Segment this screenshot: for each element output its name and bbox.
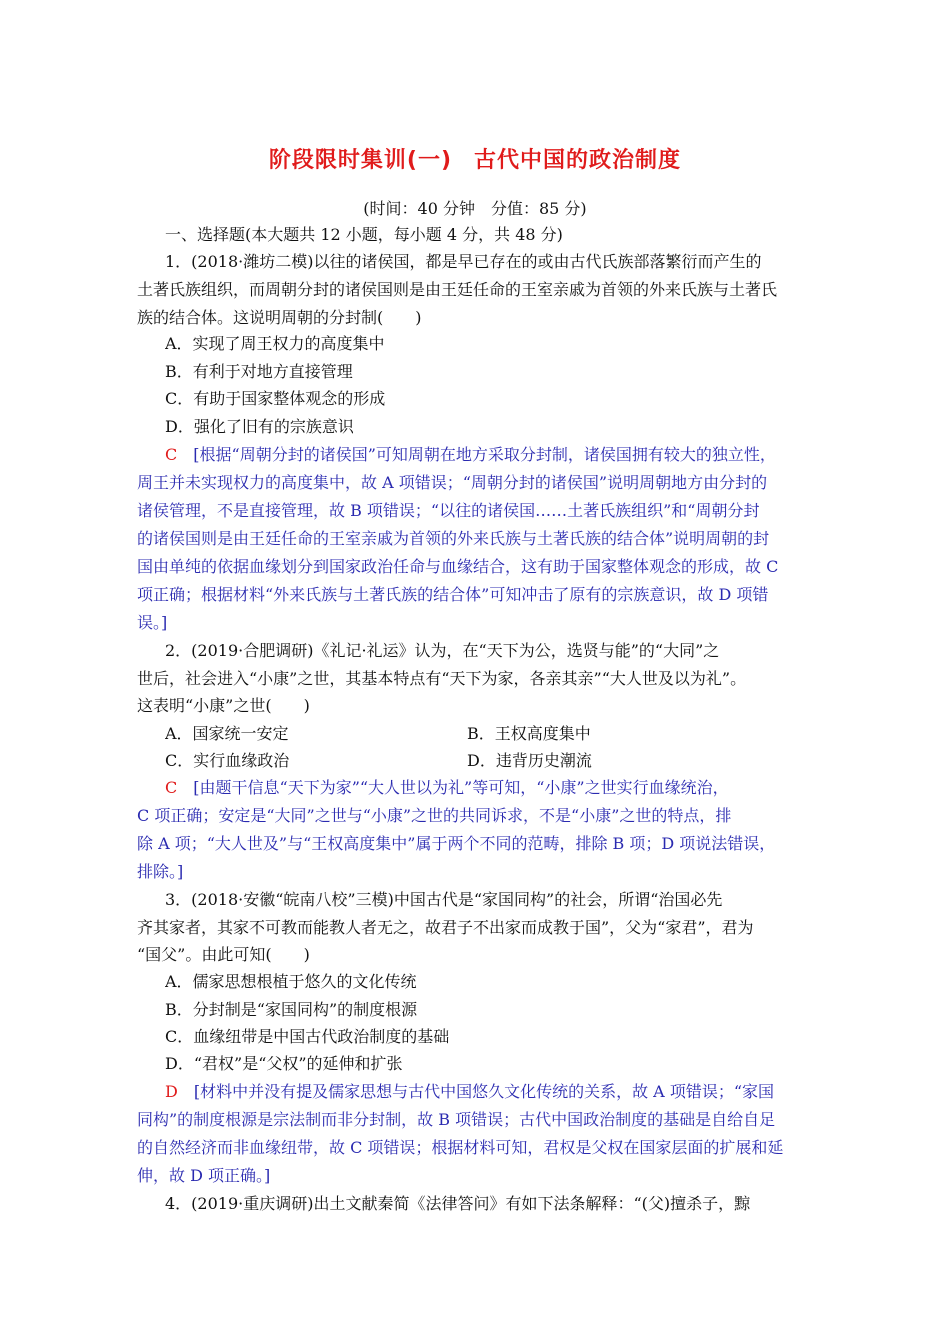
q1-analysis-line-7: 误。] <box>137 613 168 632</box>
q2-analysis-line-4: 排除。] <box>137 862 184 881</box>
q2-options-row-1 <box>165 720 855 748</box>
section-heading: 一、选择题(本大题共 12 小题，每小题 4 分，共 48 分) <box>165 225 563 244</box>
q2-stem-line-3: 这表明“小康”之世( ) <box>137 696 310 715</box>
q1-stem-line-1: 1．(2018·潍坊二模)以往的诸侯国，都是早已存在的或由古代氏族部落繁衍而产生的 <box>165 252 762 271</box>
q3-analysis-line-1: D [材料中并没有提及儒家思想与古代中国悠久文化传统的关系，故 A 项错误；“家国 <box>165 1082 774 1101</box>
q3-stem-line-3: “国父”。由此可知( ) <box>137 945 310 964</box>
q3-analysis-line-2: 同构”的制度根源是宗法制而非分封制，故 B 项错误；古代中国政治制度的基础是自给自足 <box>137 1110 776 1129</box>
q3-option-c: C．血缘纽带是中国古代政治制度的基础 <box>165 1027 450 1046</box>
q3-option-b: B．分封制是“家国同构”的制度根源 <box>165 1000 418 1019</box>
q3-option-a: A．儒家思想根植于悠久的文化传统 <box>165 972 417 991</box>
q1-option-b: B．有利于对地方直接管理 <box>165 362 353 381</box>
q1-stem-line-3: 族的结合体。这说明周朝的分封制( ) <box>137 308 422 327</box>
title-part1: 阶段限时集训(一) <box>268 148 453 173</box>
q1-answer-letter: C <box>165 445 178 464</box>
q3-answer-letter: D <box>165 1082 178 1101</box>
q3-analysis-line-3: 的自然经济而非血缘纽带，故 C 项错误；根据材料可知，君权是父权在国家层面的扩展和延 <box>137 1138 784 1157</box>
q2-option-c: C．实行血缘政治 <box>165 751 290 770</box>
q3-analysis-line-4: 伸，故 D 项正确。] <box>137 1166 271 1185</box>
q2-option-a: A．国家统一安定 <box>165 724 289 743</box>
q2-stem-line-2: 世后，社会进入“小康”之世，其基本特点有“天下为家，各亲其亲”“大人世及以为礼”。 <box>137 669 747 688</box>
exam-meta: (时间：40 分钟 分值：85 分) <box>363 199 587 218</box>
q2-analysis-line-1: C [由题干信息“天下为家”“大人世以为礼”等可知，“小康”之世实行血缘统治， <box>165 778 729 797</box>
q2-option-b: B．王权高度集中 <box>467 724 591 743</box>
q1-analysis-line-5: 国由单纯的依据血缘划分到国家政治任命与血缘结合，这有助于国家整体观念的形成，故 C <box>137 557 779 576</box>
q3-stem-line-1: 3．(2018·安徽“皖南八校”三模)中国古代是“家国同构”的社会，所谓“治国必先 <box>165 890 723 909</box>
q1-analysis-line-4: 的诸侯国则是由王廷任命的王室亲戚为首领的外来氏族与土著氏族的结合体”说明周朝的封 <box>137 529 770 548</box>
q2-answer-letter: C <box>165 778 178 797</box>
q1-analysis-line-3: 诸侯管理，不是直接管理，故 B 项错误；“以往的诸侯国……土著氏族组织”和“周朝分封 <box>137 501 760 520</box>
q3-option-d: D．“君权”是“父权”的延伸和扩张 <box>165 1054 403 1073</box>
q3-stem-line-2: 齐其家者，其家不可教而能教人者无之，故君子不出家而成教于国”，父为“家君”，君为 <box>137 918 754 937</box>
q4-stem-line-1: 4．(2019·重庆调研)出土文献秦简《法律答问》有如下法条解释：“(父)擅杀子，黥 <box>165 1194 751 1213</box>
q1-option-a: A．实现了周王权力的高度集中 <box>165 334 385 353</box>
q2-option-d: D．违背历史潮流 <box>467 751 592 770</box>
title-part2: 古代中国的政治制度 <box>474 148 682 173</box>
q2-analysis-line-3: 除 A 项；“大人世及”与“王权高度集中”属于两个不同的范畴，排除 B 项；D 项说法错误， <box>137 834 776 853</box>
q2-analysis-line-2: C 项正确；安定是“大同”之世与“小康”之世的共同诉求，不是“小康”之世的特点，排 <box>137 806 732 825</box>
q1-stem-line-2: 土著氏族组织，而周朝分封的诸侯国则是由王廷任命的王室亲戚为首领的外来氏族与土著氏 <box>137 280 778 299</box>
q1-option-c: C．有助于国家整体观念的形成 <box>165 389 386 408</box>
q1-analysis-line-2: 周王并未实现权力的高度集中，故 A 项错误；“周朝分封的诸侯国”说明周朝地方由分封的 <box>137 473 768 492</box>
page-title <box>0 143 950 174</box>
q2-stem-line-1: 2．(2019·合肥调研)《礼记·礼运》认为，在“天下为公，选贤与能”的“大同”之 <box>165 641 720 660</box>
q1-analysis-line-6: 项正确；根据材料“外来氏族与土著氏族的结合体”可知冲击了原有的宗族意识，故 D 项错 <box>137 585 769 604</box>
q1-analysis-line-1: C [根据“周朝分封的诸侯国”可知周朝在地方采取分封制，诸侯国拥有较大的独立性， <box>165 445 776 464</box>
q1-option-d: D．强化了旧有的宗族意识 <box>165 417 354 436</box>
q2-options-row-2 <box>165 747 855 775</box>
